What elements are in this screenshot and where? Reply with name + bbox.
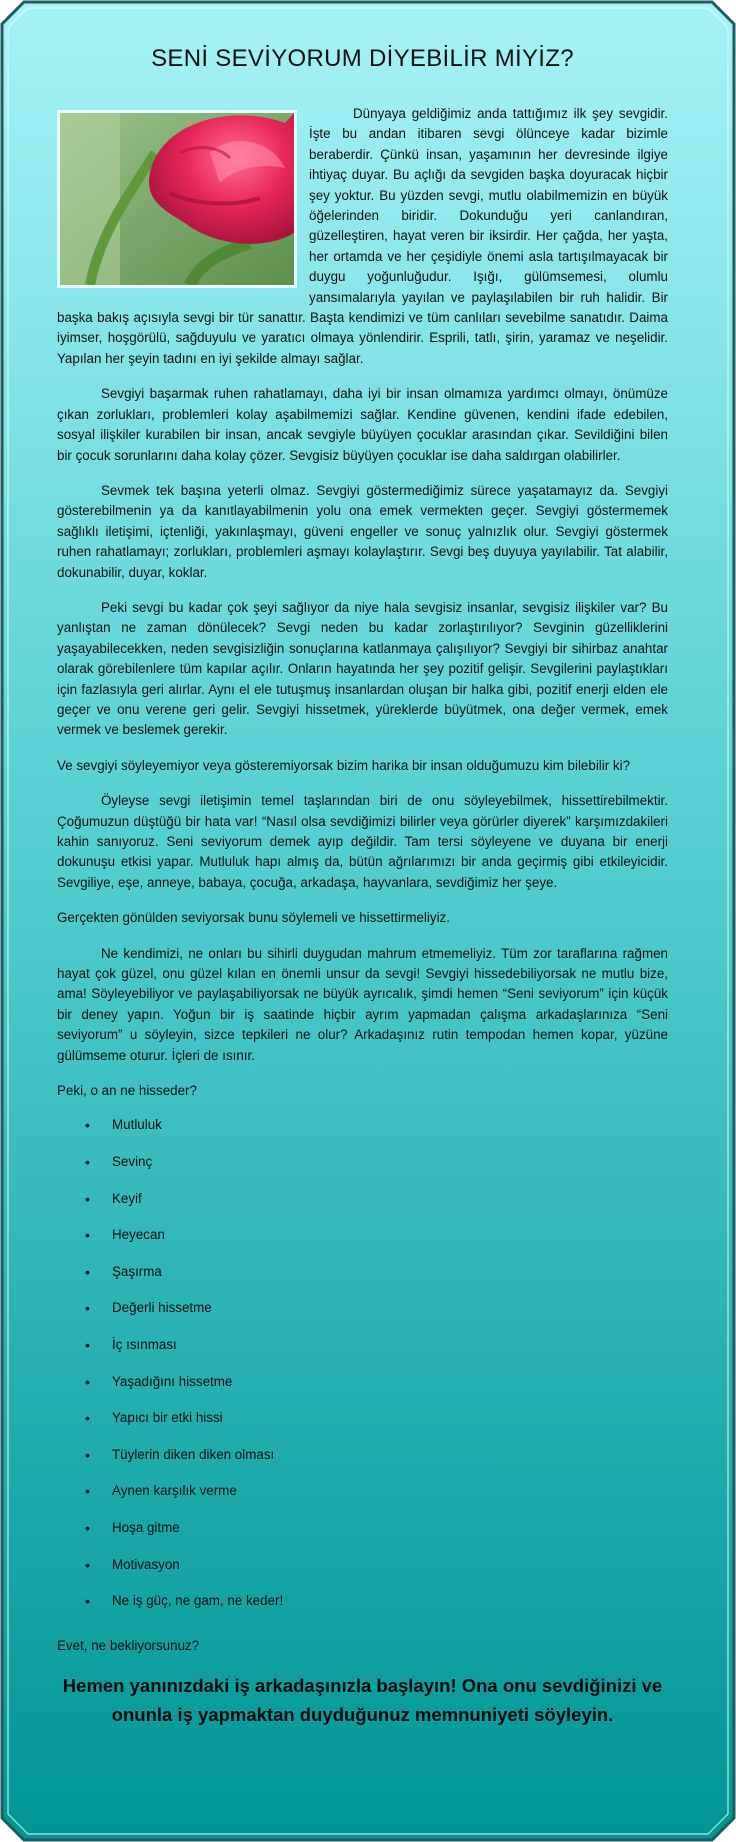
after-list-text: Evet, ne bekliyorsunuz?: [57, 1637, 200, 1653]
list-item: • Aynen karşılık verme: [57, 1481, 668, 1518]
list-item: • Keyif: [57, 1189, 668, 1226]
list-item: • Sevinç: [57, 1152, 668, 1189]
paragraph-2: Sevgiyi başarmak ruhen rahatlamayı, daha iyi bir insan olmamıza yardımcı olmayı, önümüze çıkan zorlukları, problemleri kolay aşabilmemizi sağlar. Kendine güvenen, kendini ifade edebilen, sosyal ilişkiler kurabilen bir insan, ancak sevgiyle büyüyen çocuklar arasından çıkar. Sevildiğini bilen bir çocuk sorunlarını daha kolay çözer. Sevgisiz büyüyen çocuklar ise daha saldırgan olabilirler.: [57, 386, 668, 463]
list-item: • Mutluluk: [57, 1115, 668, 1152]
feelings-list: [57, 1115, 668, 1627]
rose-image: [60, 113, 294, 285]
list-item: • Heyecan: [57, 1225, 668, 1262]
paragraph-6: Öyleyse sevgi iletişimin temel taşlarından biri de onu söyleyebilmek, hissettirebilmektir. Çoğumuzun düştüğü bir hata var! “Nasıl olsa sevdiğimizi bilirler veya görürler diyerek” karşımızdakileri kahin sanıyoruz. Seni seviyorum demek ayıp değildir. Tam tersi söyleyene ve duyana bir enerji dokunuşu etkisi yapar. Mutluluk hapı almış da, bütün ağrılarımızı bir anda geçirmiş gibi etkileyicidir. Sevgiliye, eşe, anneye, babaya, çocuğa, arkadaşa, hayvanlara, sevdiğimiz her şeye.: [57, 793, 668, 890]
list-item: • Yapıcı bir etki hissi: [57, 1408, 668, 1445]
paragraph-7: Gerçekten gönülden seviyorsak bunu söylemeli ve hissettirmeliyiz.: [57, 910, 450, 926]
list-item: • Ne iş güç, ne gam, ne keder!: [57, 1591, 668, 1628]
list-item: • Değerli hissetme: [57, 1298, 668, 1335]
paragraph-3: Sevmek tek başına yeterli olmaz. Sevgiyi göstermediğimiz sürece yaşatamayız da. Sevgiyi gösterebilmenin ya da kanıtlayabilmenin yolu ona emek vermekten geçer. Sevgiyi göstermemek sağlıklı iletişimi, içtenliği, yakınlaşmayı, güveni engeller ve sonuç yalnızlık olur. Sevgiyi göstermek ruhen rahatlamayı; zorlukları, problemleri aşmayı kolaylaştırır. Sevgi beş duyuya yayılabilir. Tat alabilir, dokunabilir, duyar, koklar.: [57, 482, 668, 580]
closing-call-to-action: Hemen yanınızdaki iş arkadaşınızla başlayın! Ona onu sevdiğinizi ve onunla iş yapmaktan duyduğunuz memnuniyeti söyleyin.: [62, 1675, 663, 1726]
list-item: • Hoşa gitme: [57, 1518, 668, 1555]
paragraph-4: Peki sevgi bu kadar çok şeyi sağlıyor da niye hala sevgisiz insanlar, sevgisiz ilişkiler var? Bu yanlıştan ne zaman dönülecek? Sevgi neden bu kadar zorlaştırılıyor? Sevginin güzelliklerini yaşayabilecekken, neden sevgisizliğin sonuçlarına katlanmaya çalışılıyor? Sevgiyi bir sihirbaz anahtar olarak görebilenlere tüm kapılar açılır. Onların hayatında her şey pozitif gelişir. Sevgilerini paylaştıkları için fazlasıyla geri alırlar. Aynı el ele tutuşmuş insanlardan oluşan bir halka gibi, pozitif enerji elden ele geçer ve onu verene geri gelir. Sevgiyi hissetmek, yüreklerde büyütmek, ona değer vermek, emek vermek ve beslemek gerekir.: [57, 599, 668, 738]
article: [57, 44, 668, 1729]
rose-photo: [57, 110, 297, 288]
paragraph-1: Dünyaya geldiğimiz anda tattığımız ilk şey sevgidir. İşte bu andan itibaren sevgi ölünceye kadar bizimle beraberdir. Çünkü insan, yaşamının her devresinde ilgiye ihtiyaç duyar. Bu açlığı da sevgiden başka doyuracak hiçbir şey yoktur. Bu yüzden sevgi, mutlu olabilmemizin en büyük öğelerinden biridir. Dokunduğu yeri canlandıran, güzelleştiren, hayat veren bir iksirdir. Her çağda, her yaşta, her ortamda ve her çeşidiyle önemi asla tartışılmayacak bir duygu yoğunluğudur. Işığı, gülümsemesi, olumlu yansımalarıyla yayılan ve paylaşılabilen bir ruh halidir. Bir başka bakış açısıyla sevgi bir tür sanattır. Başta kendimizi ve tüm canlıları sevebilme sanatıdır. Daima iyimser, hoşgörülü, sağduyulu ve yaratıcı olmaya yönlendirir. Esprili, tatlı, şirin, yaramaz ve neşelidir. Yapılan her şeyin tadını en iyi şekilde almayı sağlar.: [57, 106, 668, 366]
paragraph-9: Peki, o an ne hisseder?: [57, 1083, 197, 1099]
list-item: • Yaşadığını hissetme: [57, 1372, 668, 1409]
list-item: • Tüylerin diken diken olması: [57, 1445, 668, 1482]
paragraph-5: Ve sevgiyi söyleyemiyor veya gösteremiyorsak bizim harika bir insan olduğumuzu kim bilebilir ki?: [57, 757, 631, 773]
page-title: SENİ SEVİYORUM DİYEBİLİR MİYİZ?: [151, 45, 574, 72]
paragraph-8: Ne kendimizi, ne onları bu sihirli duygudan mahrum etmemeliyiz. Tüm zor taraflarına rağmen hayat çok güzel, onu güzel kılan en önemli unsur da sevgi! Sevgiyi hissedebiliyorsak ne mutlu bize, ama! Söyleyebiliyor ve paylaşabiliyorsak ne büyük ayrıcalık, şimdi hemen “Seni seviyorum” için küçük bir deney yapın. Yoğun bir iş saatinde hiçbir ayrım yapmadan çalışma arkadaşlarınıza “Seni seviyorum” u söyleyin, sizce tepkileri ne olur? Arkadaşınız rutin tempodan hemen kopar, yüzüne gülümseme oturur. İçleri de ısınır.: [57, 945, 668, 1063]
list-item: • Motivasyon: [57, 1555, 668, 1592]
list-item: • Şaşırma: [57, 1262, 668, 1299]
list-item: • İç ısınması: [57, 1335, 668, 1372]
